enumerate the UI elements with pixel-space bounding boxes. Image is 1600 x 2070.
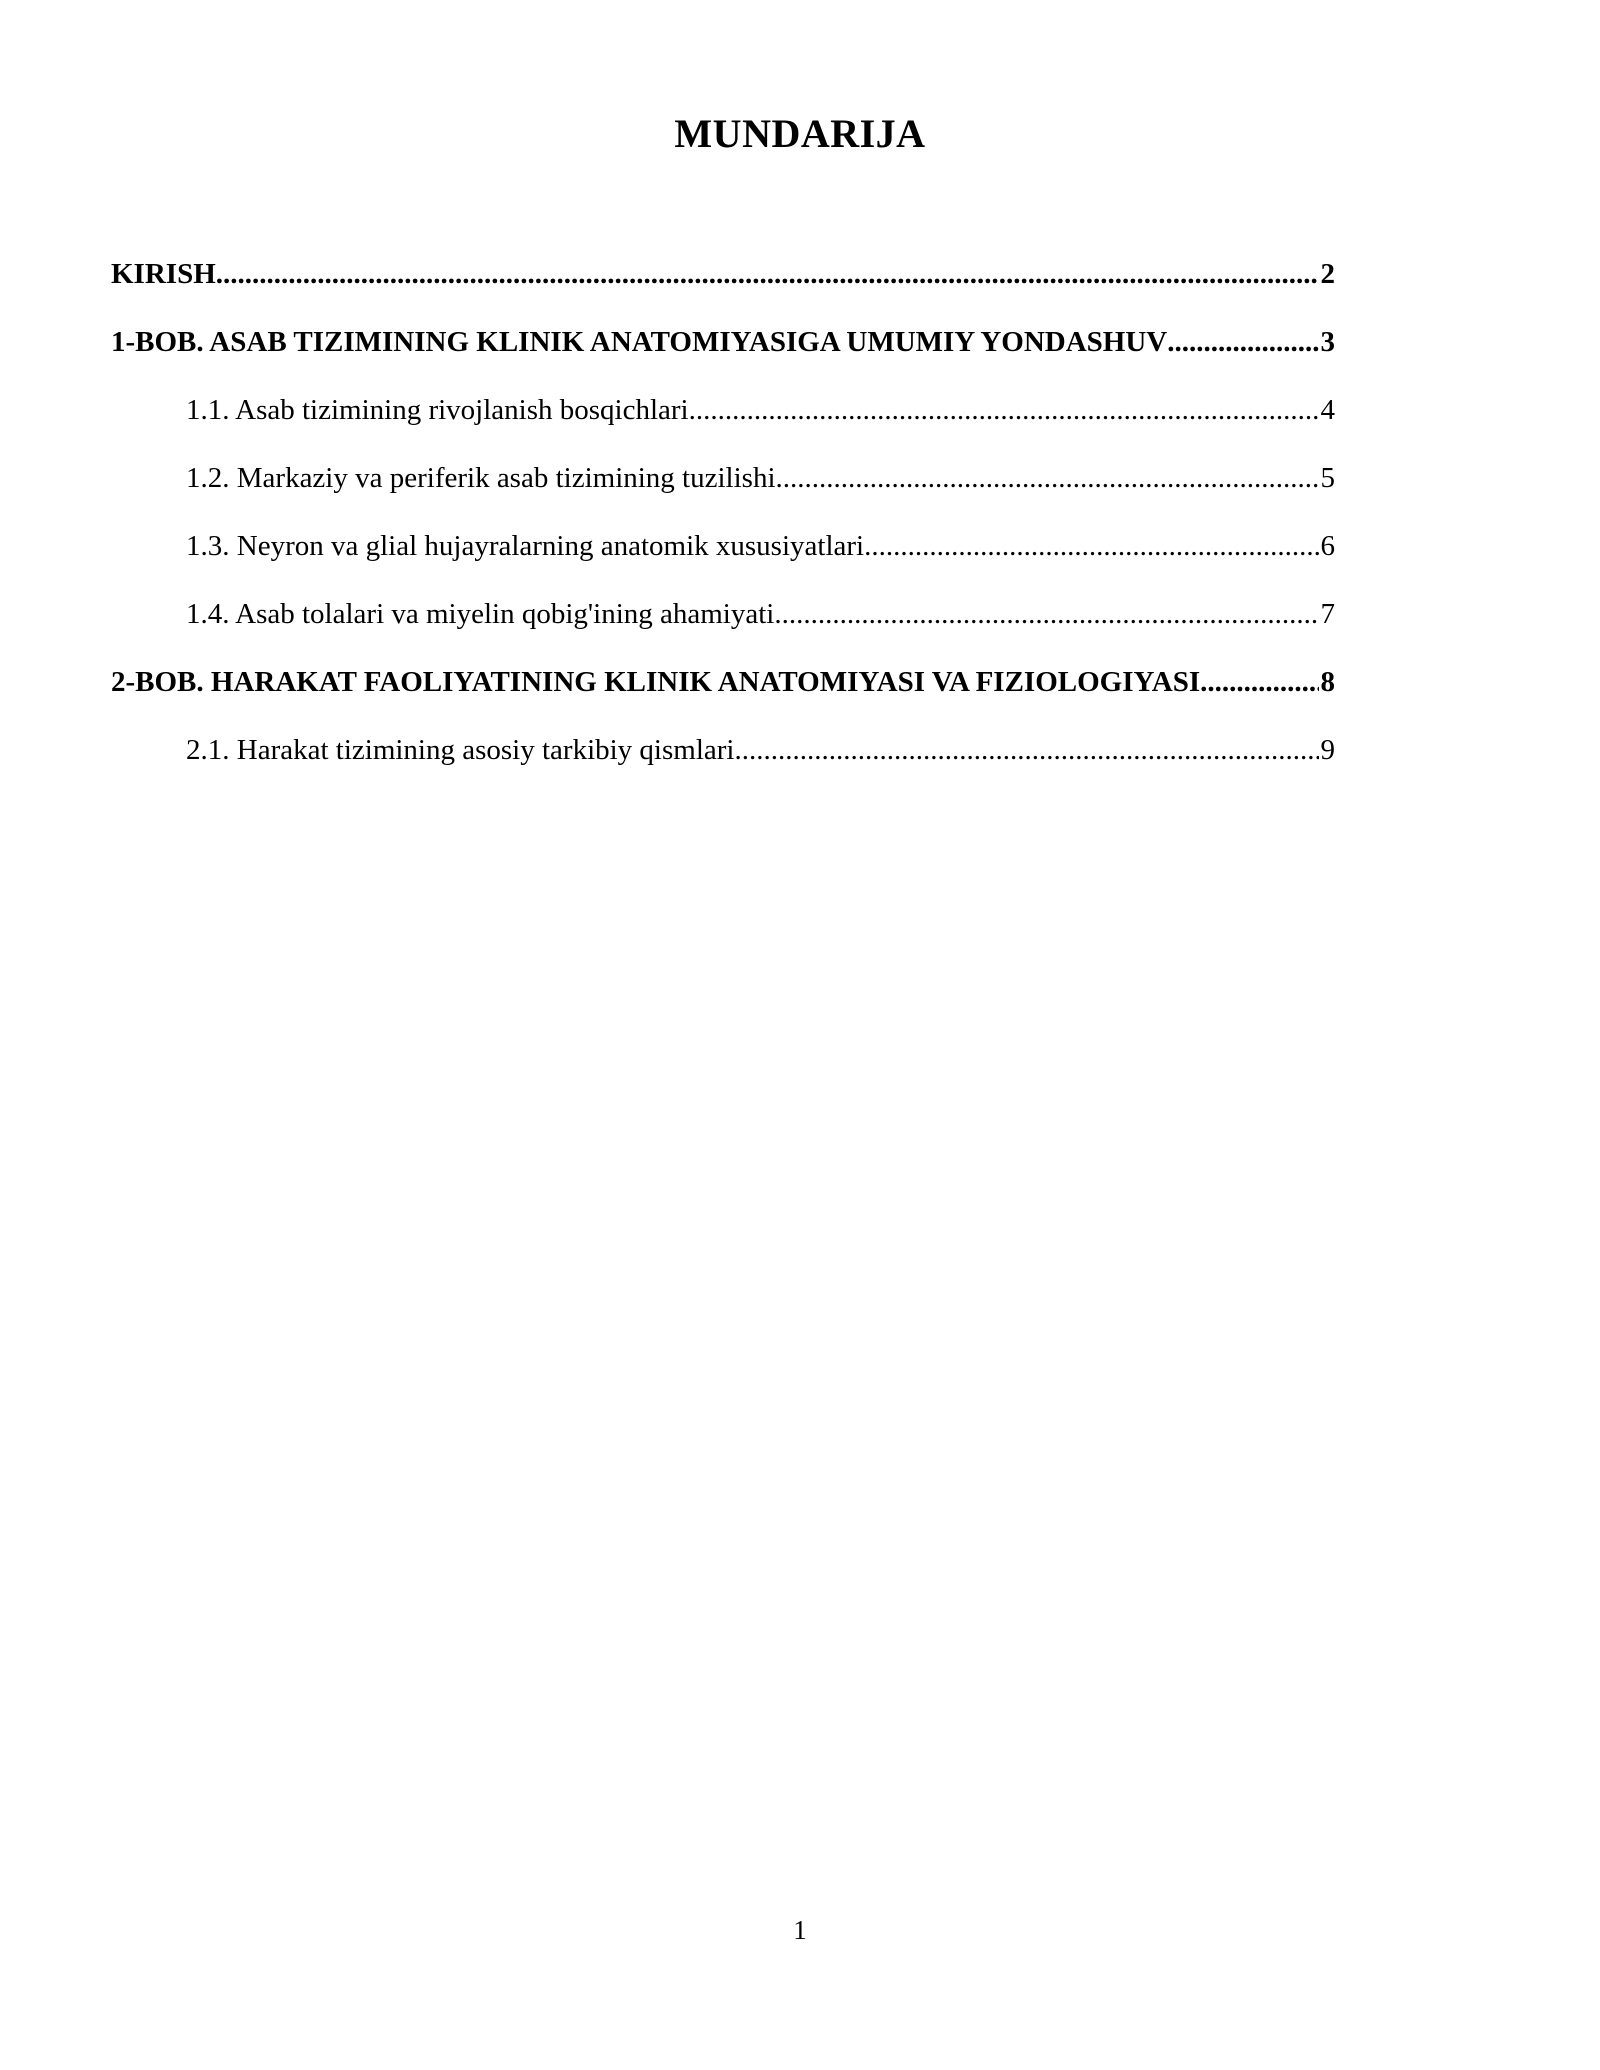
toc-entry-title: KIRISH <box>111 258 216 290</box>
toc-entry[interactable] <box>111 660 1335 728</box>
toc-entry-page: 3 <box>1320 326 1335 358</box>
toc-dot-leader <box>734 728 1318 772</box>
page-number: 1 <box>793 1915 807 1945</box>
toc-dot-leader <box>776 456 1319 500</box>
toc-entry-page: 6 <box>1320 530 1335 562</box>
toc-entry-title: 1.3. Neyron va glial hujayralarning anatomik xususiyatlari <box>186 530 865 562</box>
toc-dot-leader <box>864 524 1318 568</box>
toc-entry-title: 1.4. Asab tolalari va miyelin qobig'ining ahamiyati <box>186 598 775 630</box>
toc-entry[interactable] <box>111 524 1335 592</box>
toc-dot-leader <box>1200 660 1318 704</box>
toc-entry-page: 7 <box>1320 598 1335 630</box>
toc-entry[interactable] <box>111 320 1335 388</box>
toc-dot-leader <box>1167 320 1318 364</box>
toc-entry[interactable] <box>111 592 1335 660</box>
toc-entry-title: 1-BOB. ASAB TIZIMINING KLINIK ANATOMIYASIGA UMUMIY YONDASHUV <box>111 326 1168 358</box>
toc-entry-title: 2.1. Harakat tizimining asosiy tarkibiy qismlari <box>186 734 735 766</box>
toc-entry-page: 4 <box>1320 394 1335 426</box>
toc-entry[interactable] <box>111 252 1335 320</box>
toc-entry-page: 2 <box>1320 258 1335 290</box>
table-of-contents <box>111 252 1335 796</box>
toc-dot-leader <box>216 252 1319 296</box>
toc-entry-title: 1.2. Markaziy va periferik asab tizimining tuzilishi <box>186 462 776 494</box>
toc-entry[interactable] <box>111 456 1335 524</box>
toc-entry[interactable] <box>111 388 1335 456</box>
toc-entry[interactable] <box>111 728 1335 796</box>
toc-entry-page: 5 <box>1320 462 1335 494</box>
page-title: MUNDARIJA <box>674 111 926 156</box>
toc-entry-page: 9 <box>1320 734 1335 766</box>
toc-entry-page: 8 <box>1320 666 1335 698</box>
toc-entry-title: 2-BOB. HARAKAT FAOLIYATINING KLINIK ANATOMIYASI VA FIZIOLOGIYASI <box>111 666 1201 698</box>
toc-entry-title: 1.1. Asab tizimining rivojlanish bosqichlari <box>186 394 689 426</box>
toc-dot-leader <box>774 592 1318 636</box>
toc-dot-leader <box>689 388 1319 432</box>
